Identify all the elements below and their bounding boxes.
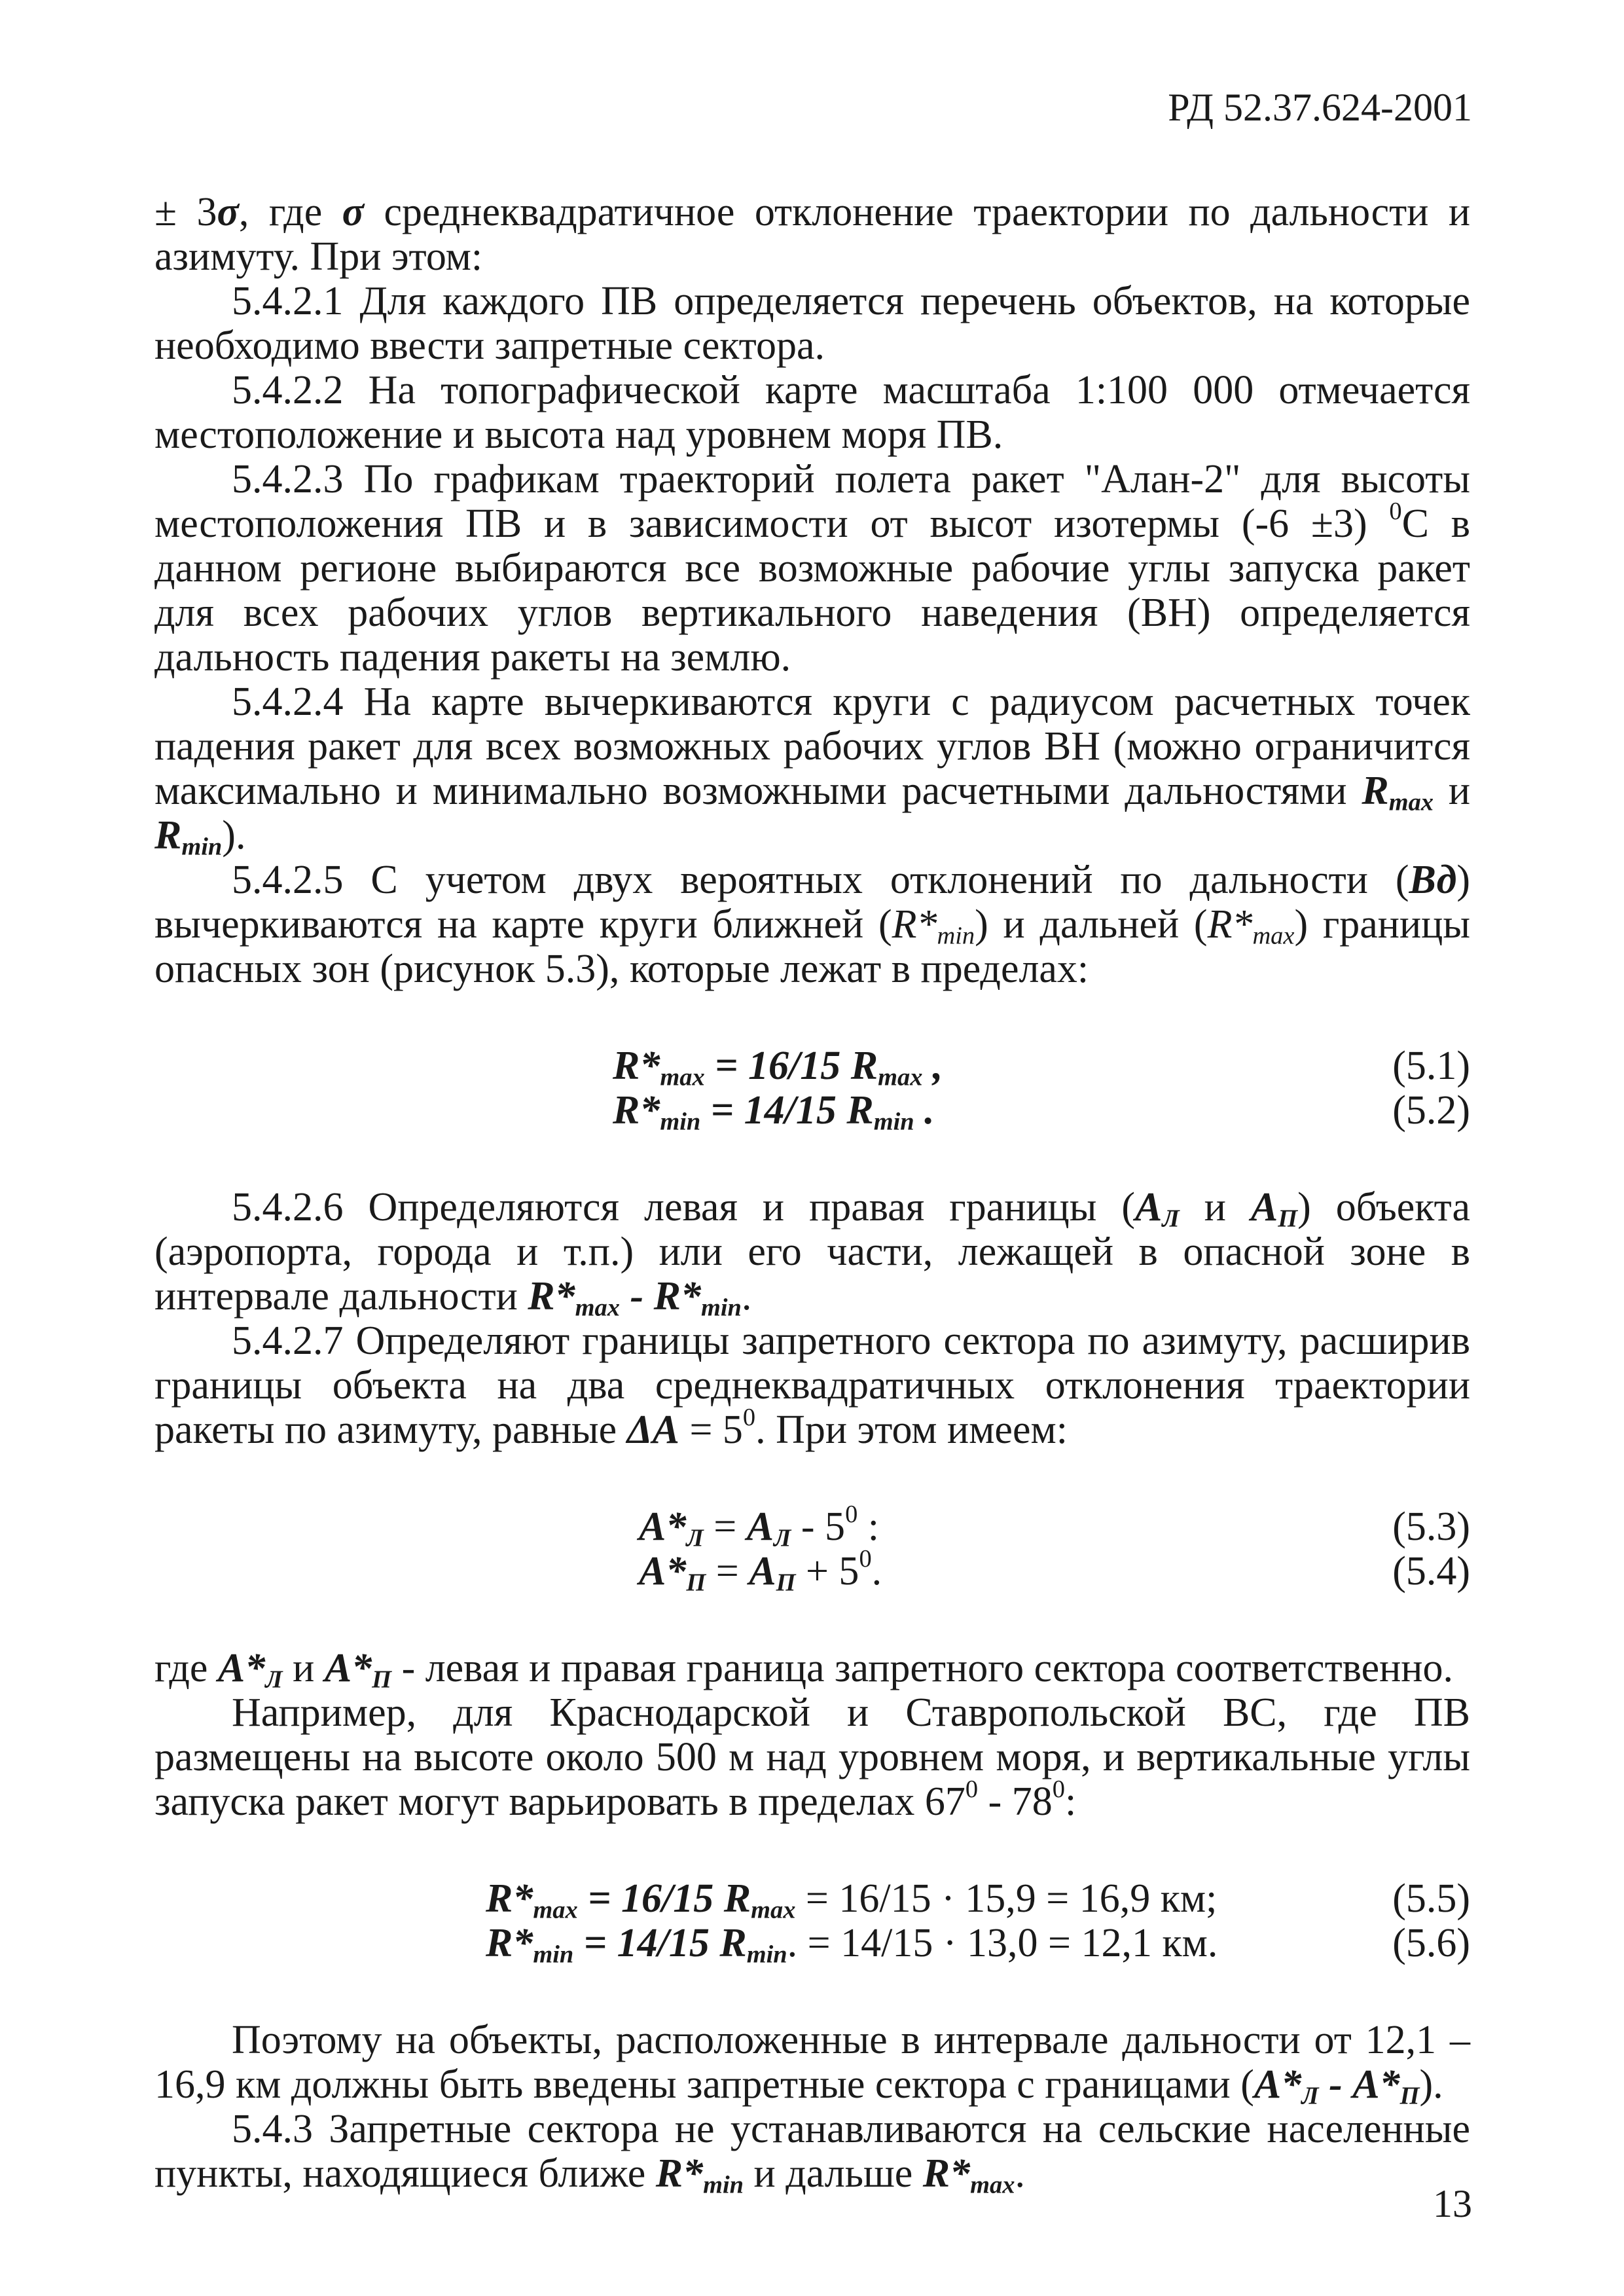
- paragraph-example: Например, для Краснодарской и Ставропольской ВС, где ПВ размещены на высоте около 500 м над уровнем моря, и вертикальные углы запуска ракет могут варьировать в пределах $67^0 - 78^0$:: [154, 1690, 1470, 1824]
- paragraph-5-4-2-6: 5.4.2.6 Определяются левая и правая границы ($А_Л$ и $А_П$) объекта (аэропорта, города и т.п.) или его части, лежащей в опасной зоне в интервале дальности $R*_{max} - R*_{min}$.: [154, 1185, 1470, 1322]
- paragraph-5-4-2-4: 5.4.2.4 На карте вычеркиваются круги с радиусом расчетных точек падения ракет для всех возможных рабочих углов ВН (можно ограничится максимально и минимально возможными расчетными дальностями $R_{max}$ и $R_{min}$).: [154, 680, 1470, 861]
- formula-block-5-5-5-6: [154, 1876, 1470, 1969]
- formula-5-2: $R*_{min} = 14/15$ $R_{min}$ . (5.2): [613, 1088, 1470, 1136]
- paragraph-5-4-2-3: 5.4.2.3 По графикам траекторий полета ракет "Алан-2" для высоты местоположения ПВ и в зависимости от высот изотермы (-6 ±3) $^0$С в данном регионе выбираются все возможные рабочие углы запуска ракет для всех рабочих углов вертикального наведения (ВН) определяется дальность падения ракеты на землю.: [154, 457, 1470, 680]
- paragraph-5-4-2-7: 5.4.2.7 Определяют границы запретного сектора по азимуту, расширив границы объекта на два среднеквадратичных отклонения траектории ракеты по азимуту, равные $\Delta А = 5^0$. При этом имеем:: [154, 1319, 1470, 1452]
- formula-number: (5.6): [1392, 1921, 1470, 1965]
- page-number: 13: [1433, 2182, 1472, 2225]
- formula-number: (5.3): [1392, 1504, 1470, 1549]
- formula-block-5-1-5-2: [154, 1044, 1470, 1136]
- paragraph-5-4-2-5: 5.4.2.5 С учетом двух вероятных отклонений по дальности (Вд) вычеркиваются на карте круги ближней $(R*_{min})$ и дальней $(R*_{max})$ границы опасных зон (рисунок 5.3), которые лежат в пределах:: [154, 858, 1470, 991]
- formula-block-5-3-5-4: [154, 1501, 1470, 1597]
- paragraph-5-4-3: 5.4.3 Запретные сектора не устанавливаются на сельские населенные пункты, находящиеся ближе $R*_{min}$ и дальше $R*_{max}$.: [154, 2107, 1470, 2199]
- formula-number: (5.1): [1392, 1044, 1470, 1088]
- formula-number: (5.5): [1392, 1876, 1470, 1921]
- formula-5-4: $А*_П = А_П + 5^0$. (5.4): [639, 1545, 1470, 1597]
- formula-5-3: $А*_Л = А_Л - 5^0$ : (5.3): [639, 1501, 1470, 1552]
- paragraph-5-4-2-2: 5.4.2.2 На топографической карте масштаба 1:100 000 отмечается местоположение и высота над уровнем моря ПВ.: [154, 368, 1470, 457]
- formula-5-6: $R*_{min} = 14/15$ $R_{min}$. = 14/15 · 13,0 = 12,1 км. (5.6): [486, 1921, 1470, 1969]
- document-body: [154, 190, 1471, 2199]
- paragraph-5-4-2-1: 5.4.2.1 Для каждого ПВ определяется перечень объектов, на которые необходимо ввести запретные сектора.: [154, 279, 1470, 368]
- paragraph-therefore: Поэтому на объекты, расположенные в интервале дальности от 12,1 – 16,9 км должны быть введены запретные сектора с границами $(А*_Л - А*_П)$.: [154, 2018, 1470, 2110]
- formula-5-5: $R*_{max} = 16/15$ $R_{max} = 16/15 \cdot 15,9 = 16,9$ км; (5.5): [486, 1876, 1470, 1924]
- formula-5-1: $R*_{max} = 16/15$ $R_{max}$ , (5.1): [613, 1044, 1470, 1091]
- paragraph-sigma: ± 3σ, где σ среднеквадратичное отклонение траектории по дальности и азимуту. При этом:: [154, 190, 1471, 279]
- formula-number: (5.4): [1392, 1549, 1470, 1594]
- paragraph-where-a: где $А*_Л$ и $А*_П$ - левая и правая граница запретного сектора соответственно.: [154, 1646, 1453, 1694]
- formula-number: (5.2): [1392, 1088, 1470, 1133]
- document-code-header: РД 52.37.624-2001: [1168, 86, 1472, 129]
